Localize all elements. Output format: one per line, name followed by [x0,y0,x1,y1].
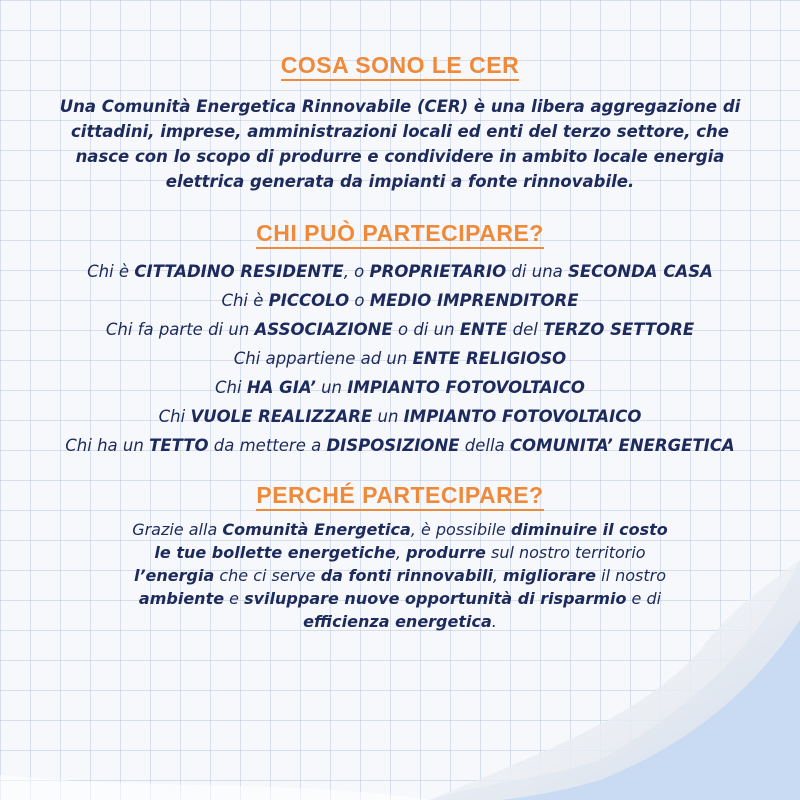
emphasis-text: TERZO SETTORE [543,320,695,339]
participant-line [0,373,800,402]
emphasis-text: PROPRIETARIO [369,262,507,281]
emphasis-text: COMUNITA’ ENERGETICA [509,436,735,455]
body-text: . [491,612,497,631]
body-text: Chi è [87,262,135,281]
body-text: un [315,378,348,397]
body-text: e [224,589,245,608]
benefit-line [50,518,750,541]
paragraph-line: nasce con lo scopo di produrre e condividere in ambito locale energia [75,147,725,166]
body-text: Grazie alla [132,520,223,539]
emphasis-text: da fonti rinnovabili [320,566,493,585]
emphasis-text: IMPIANTO FOTOVOLTAICO [347,378,585,397]
emphasis-text: ENTE RELIGIOSO [412,349,567,368]
participant-line [0,315,800,344]
emphasis-text: DISPOSIZIONE [326,436,460,455]
body-text: o [349,291,370,310]
participants-list [0,257,800,460]
body-text: da mettere a [208,436,327,455]
body-text: di una [506,262,569,281]
body-text: Chi fa parte di un [105,320,255,339]
participant-line [0,257,800,286]
body-text: che ci serve [214,566,321,585]
body-text: Chi [158,407,191,426]
participant-line [0,286,800,315]
benefit-line [50,541,750,564]
benefits-paragraph [50,518,750,633]
body-text: il nostro [596,566,666,585]
emphasis-text: diminuire il costo [510,520,668,539]
emphasis-text: efficienza energetica [303,612,492,631]
emphasis-text: produrre [406,543,486,562]
section-title-chi-puo [0,220,800,247]
body-text: Chi ha un [65,436,150,455]
emphasis-text: sviluppare nuove opportunità di risparmio [244,589,627,608]
section-title-cosa-sono [0,52,800,79]
body-text: del [507,320,544,339]
paragraph-line: cittadini, imprese, amministrazioni locali ed enti del terzo settore, che [71,122,729,141]
emphasis-text: CITTADINO RESIDENTE [134,262,344,281]
emphasis-text: SECONDA CASA [568,262,713,281]
body-text: e di [626,589,662,608]
emphasis-text: l’energia [133,566,215,585]
emphasis-text: ambiente [138,589,225,608]
benefit-line [50,564,750,587]
emphasis-text: HA GIA’ [246,378,316,397]
body-text: Chi [215,378,247,397]
paragraph-line: Una Comunità Energetica Rinnovabile (CER) è una libera aggregazione di [59,97,741,116]
emphasis-text: migliorare [503,566,597,585]
emphasis-text: ASSOCIAZIONE [254,320,393,339]
emphasis-text: MEDIO IMPRENDITORE [369,291,579,310]
paragraph-line: elettrica generata da impianti a fonte rinnovabile. [165,172,635,191]
emphasis-text: Comunità Energetica [222,520,411,539]
body-text: , o [343,262,370,281]
body-text: o di un [392,320,460,339]
emphasis-text: IMPIANTO FOTOVOLTAICO [403,407,642,426]
intro-paragraph [50,94,750,194]
body-text: , è possibile [410,520,511,539]
benefit-line [50,587,750,610]
body-text: , [492,566,504,585]
emphasis-text: ENTE [459,320,508,339]
body-text: sul nostro territorio [485,543,646,562]
participant-line [0,402,800,431]
section-title-perche [0,482,800,509]
participant-line [0,431,800,460]
body-text: Chi è [221,291,269,310]
emphasis-text: le tue bollette energetiche [154,543,396,562]
section-title-text: CHI PUÒ PARTECIPARE? [256,220,544,249]
body-text: della [459,436,510,455]
body-text: , [395,543,407,562]
benefit-line [50,610,750,633]
section-title-text: COSA SONO LE CER [281,52,519,81]
emphasis-text: TETTO [149,436,209,455]
participant-line [0,344,800,373]
body-text: Chi appartiene ad un [233,349,413,368]
body-text: un [372,407,404,426]
emphasis-text: VUOLE REALIZZARE [190,407,373,426]
emphasis-text: PICCOLO [268,291,350,310]
section-title-text: PERCHÉ PARTECIPARE? [256,482,543,511]
